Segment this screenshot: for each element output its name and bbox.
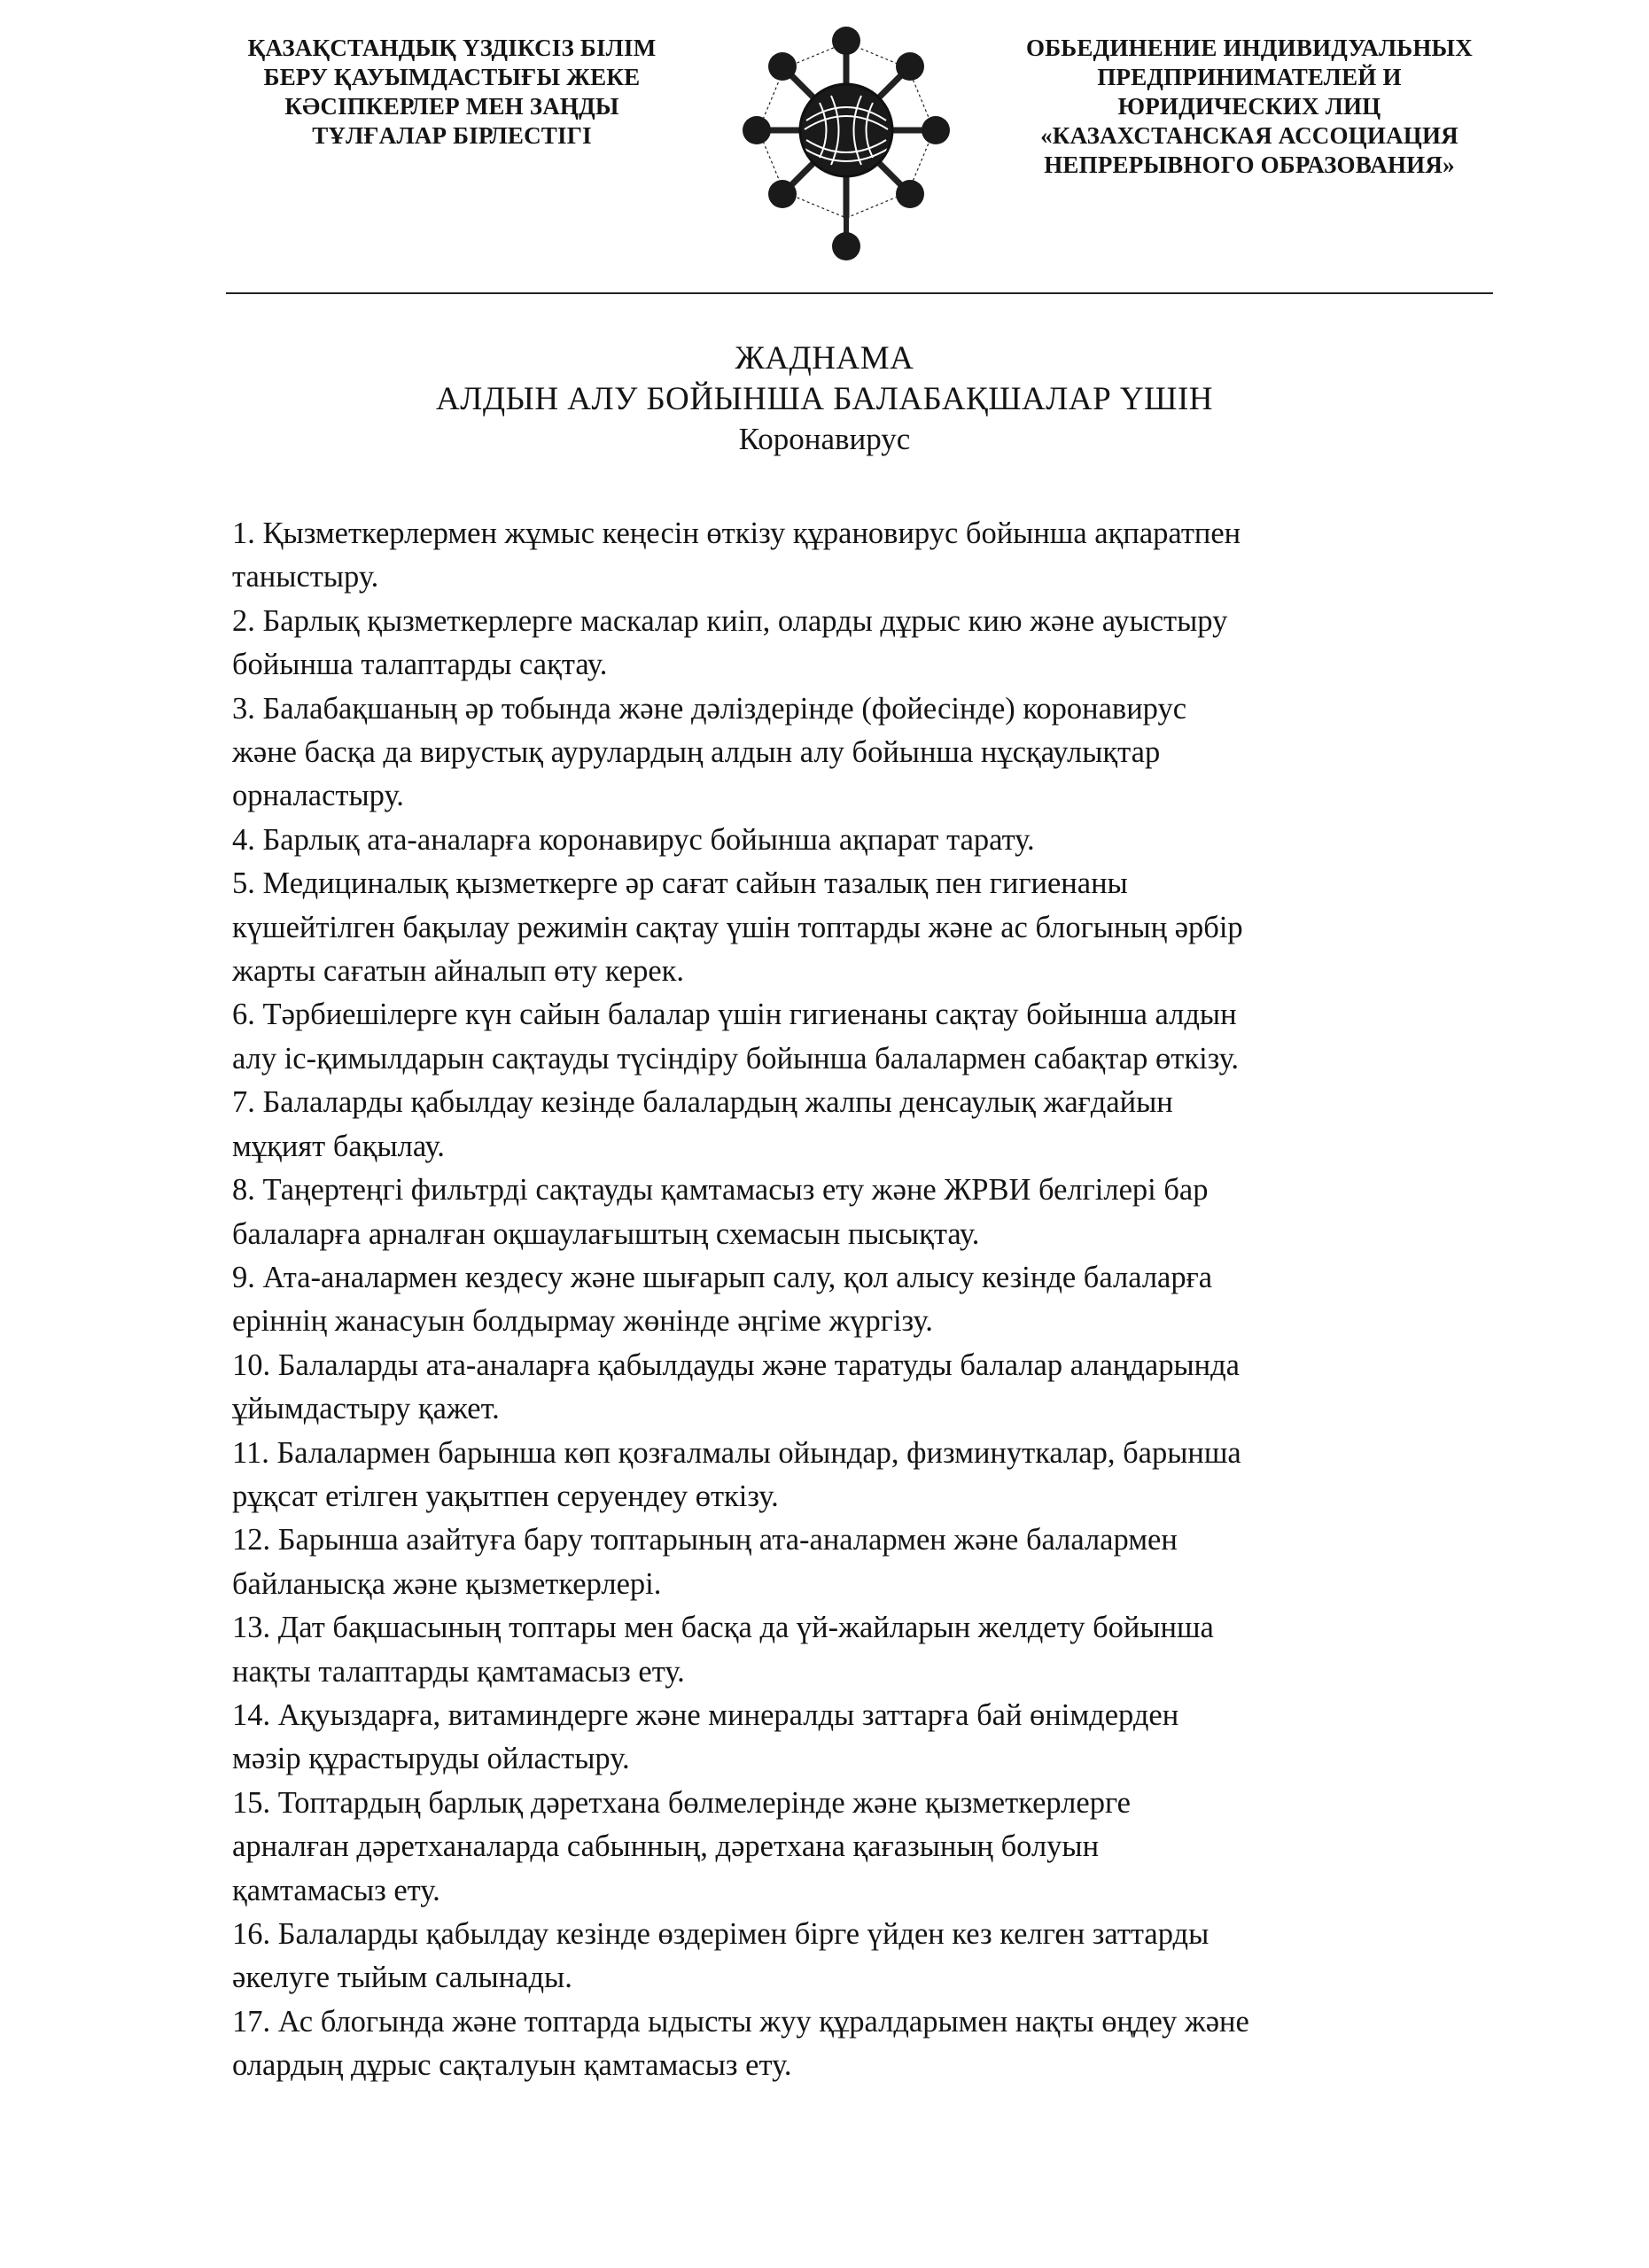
org-name-line: ТҰЛҒАЛАР БІРЛЕСТІГІ [312, 122, 592, 149]
list-item-line: 7. Балаларды қабылдау кезінде балалардың жалпы денсаулық жағдайын [232, 1085, 1173, 1120]
list-item-line: 14. Ақуыздарға, витаминдерге және минералды заттарға бай өнімдерден [232, 1697, 1179, 1732]
list-item [232, 2000, 1508, 2088]
list-item-line: және басқа да вирустық аурулардың алдын алу бойынша нұсқаулықтар [232, 735, 1161, 770]
list-item [232, 1081, 1508, 1169]
org-name-line: ОБЬЕДИНЕНИЕ ИНДИВИДУАЛЬНЫХ [1026, 35, 1473, 61]
list-item-line: 1. Қызметкерлермен жұмыс кеңесін өткізу құрановирус бойынша ақпаратпен [232, 517, 1241, 550]
org-name-line: ЮРИДИЧЕСКИХ ЛИЦ [1117, 93, 1381, 120]
list-item-line: олардың дұрыс сақталуын қамтамасыз ету. [232, 2048, 792, 2083]
list-item-line: 12. Барынша азайтуға бару топтарының ата-аналармен және балалармен [232, 1523, 1178, 1557]
list-item [232, 862, 1508, 993]
letterhead [0, 0, 1649, 284]
list-item-line: 16. Балаларды қабылдау кезінде өздерімен бірге үйден кез келген заттарды [232, 1917, 1210, 1951]
instruction-list [232, 512, 1508, 2088]
org-name-line: ҚАЗАҚСТАНДЫҚ ҮЗДІКСІЗ БІЛІМ [247, 35, 657, 61]
org-name-russian [966, 34, 1533, 180]
list-item-line: нақты талаптарды қамтамасыз ету. [232, 1654, 685, 1689]
list-item [232, 819, 1508, 862]
list-item-line: 2. Барлық қызметкерлерге маскалар киіп, оларды дұрыс кию және ауыстыру [232, 603, 1228, 638]
list-item [232, 687, 1508, 819]
title-subtitle: АЛДЫН АЛУ БОЙЫНША БАЛАБАҚШАЛАР ҮШІН [436, 381, 1213, 417]
list-item-line: орналастыру. [232, 779, 404, 813]
list-item-line: 5. Медициналық қызметкерге әр сағат сайын тазалық пен гигиенаны [232, 866, 1128, 901]
list-item-line: мәзір құрастыруды ойластыру. [232, 1742, 630, 1776]
list-item-line: жарты сағатын айналып өту керек. [232, 954, 685, 989]
list-item-line: ұйымдастыру қажет. [232, 1392, 500, 1426]
list-item [232, 1606, 1508, 1694]
list-item-line: 10. Балаларды ата-аналарға қабылдауды және таратуды балалар алаңдарында [232, 1348, 1240, 1382]
list-item-line: 9. Ата-аналармен кездесу және шығарып салу, қол алысу кезінде балаларға [232, 1260, 1213, 1294]
list-item-line: мұқият бақылау. [232, 1129, 445, 1163]
list-item-line: 3. Балабақшаның әр тобында және дәліздерінде (фойесінде) коронавирус [232, 691, 1187, 726]
list-item [232, 1913, 1508, 2000]
title-topic: Коронавирус [738, 422, 911, 456]
list-item [232, 1432, 1508, 1519]
list-item [232, 600, 1508, 687]
list-item [232, 1344, 1508, 1432]
list-item-line: бойынша талаптарды сақтау. [232, 648, 608, 682]
association-network-emblem-icon [735, 23, 957, 262]
list-item-line: 11. Балалармен барынша көп қозғалмалы ойындар, физминуткалар, барынша [232, 1435, 1241, 1470]
list-item-line: 8. Таңертеңгі фильтрді сақтауды қамтамасыз ету және ЖРВИ белгілері бар [232, 1173, 1209, 1208]
document-title [0, 338, 1649, 459]
list-item-line: 6. Тәрбиешілерге күн сайын балалар үшін гигиенаны сақтау бойынша алдын [232, 998, 1237, 1032]
list-item-line: күшейтілген бақылау режимін сақтау үшін топтарды және ас блогының әрбір [232, 910, 1243, 944]
list-item-line: 13. Дат бақшасының топтары мен басқа да үй-жайларын желдету бойынша [232, 1611, 1214, 1645]
header-divider [226, 292, 1493, 294]
list-item [232, 1694, 1508, 1782]
org-name-kazakh [168, 34, 735, 151]
list-item [232, 512, 1508, 600]
list-item [232, 1782, 1508, 1913]
list-item-line: рұқсат етілген уақытпен серуендеу өткізу. [232, 1479, 779, 1513]
list-item-line: әкелуге тыйым салынады. [232, 1961, 572, 1995]
list-item-line: балаларға арналған оқшаулағыштың схемасын пысықтау. [232, 1216, 980, 1251]
list-item [232, 1518, 1508, 1606]
list-item-line: байланысқа және қызметкерлері. [232, 1566, 662, 1601]
list-item-line: 17. Ас блогында және топтарда ыдысты жуу құралдарымен нақты өңдеу және [232, 2004, 1249, 2039]
org-name-line: «КАЗАХСТАНСКАЯ АССОЦИАЦИЯ [1040, 122, 1458, 149]
list-item-line: таныстыру. [232, 560, 379, 594]
org-name-line: БЕРУ ҚАУЫМДАСТЫҒЫ ЖЕКЕ [263, 64, 641, 90]
org-name-line: НЕПРЕРЫВНОГО ОБРАЗОВАНИЯ» [1044, 151, 1455, 178]
org-name-line: ПРЕДПРИНИМАТЕЛЕЙ И [1097, 64, 1402, 90]
org-name-line: КӘСІПКЕРЛЕР МЕН ЗАҢДЫ [284, 93, 619, 120]
list-item-line: алу іс-қимылдарын сақтауды түсіндіру бойынша балалармен сабақтар өткізу. [232, 1041, 1239, 1076]
list-item-line: 4. Барлық ата-аналарға коронавирус бойынша ақпарат тарату. [232, 822, 1035, 857]
list-item-line: 15. Топтардың барлық дәретхана бөлмелерінде және қызметкерлерге [232, 1785, 1131, 1820]
list-item [232, 1256, 1508, 1344]
list-item-line: қамтамасыз ету. [232, 1873, 440, 1907]
list-item-line: арналған дәретханаларда сабынның, дәретхана қағазының болуын [232, 1829, 1100, 1864]
list-item [232, 1169, 1508, 1256]
list-item-line: еріннің жанасуын болдырмау жөнінде әңгіме жүргізу. [232, 1304, 933, 1339]
list-item [232, 993, 1508, 1081]
title-main: ЖАДНАМА [735, 340, 914, 377]
